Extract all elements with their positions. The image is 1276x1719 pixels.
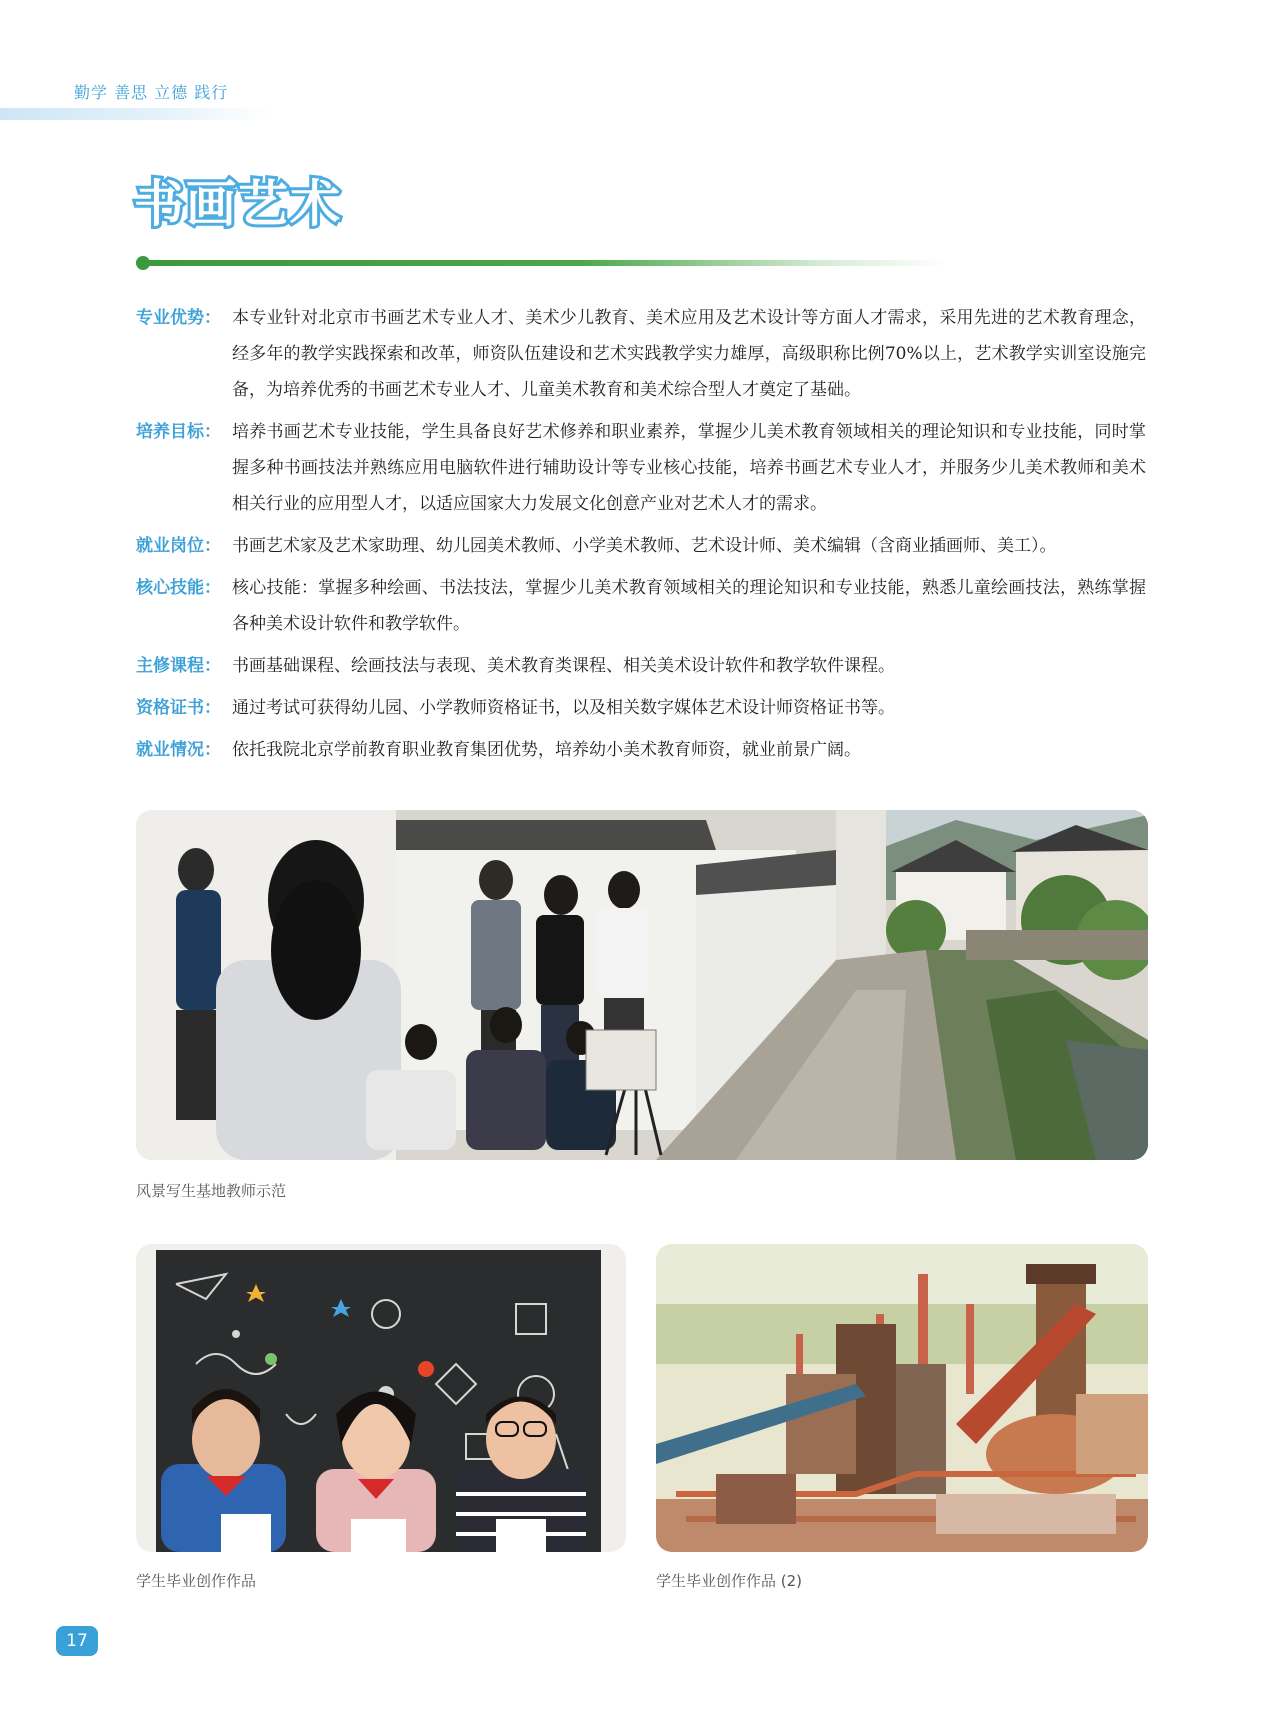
page-number-badge — [56, 1626, 98, 1656]
section-jobs — [136, 528, 1146, 564]
caption-sketching-base: 风景写生基地教师示范 — [136, 1182, 287, 1200]
photo-sketching-base — [136, 810, 1148, 1160]
section-advantage — [136, 300, 1146, 408]
section-text: 书画基础课程、绘画技法与表现、美术教育类课程、相关美术设计软件和教学软件课程。 — [232, 656, 895, 676]
section-text: 依托我院北京学前教育职业教育集团优势，培养幼小美术教育师资，就业前景广阔。 — [232, 740, 861, 760]
section-label: 主修课程： — [136, 656, 221, 676]
section-label: 就业情况： — [136, 740, 221, 760]
section-employment — [136, 732, 1146, 768]
section-label: 资格证书： — [136, 698, 221, 718]
section-text: 核心技能：掌握多种绘画、书法技法，掌握少儿美术教育领域相关的理论知识和专业技能，熟悉儿童绘画技法，熟练掌握各种美术设计软件和教学软件。 — [232, 578, 1146, 634]
title-divider — [136, 260, 946, 266]
section-label: 核心技能： — [136, 578, 221, 598]
header-motto: 勤学 善思 立德 践行 — [74, 83, 229, 102]
section-core-skills — [136, 570, 1146, 642]
page-title — [134, 164, 342, 236]
section-courses — [136, 648, 1146, 684]
photo-artwork-industrial — [656, 1244, 1148, 1552]
page-title-text: 书画艺术 — [134, 175, 342, 233]
section-text: 本专业针对北京市书画艺术专业人才、美术少儿教育、美术应用及艺术设计等方面人才需求，采用先进的艺术教育理念，经多年的教学实践探索和改革，师资队伍建设和艺术实践教学实力雄厚，高级职称比例70%以上，艺术教学实训室设施完备，为培养优秀的书画艺术专业人才、儿童美术教育和美术综合型人才奠定了基础。 — [232, 308, 1146, 400]
section-label: 培养目标： — [136, 422, 221, 442]
caption-artwork-right: 学生毕业创作作品 (2) — [656, 1572, 803, 1590]
caption-artwork-left: 学生毕业创作作品 — [136, 1572, 257, 1590]
photo-artwork-industrial-image — [656, 1244, 1148, 1552]
header-accent-bar — [0, 108, 270, 120]
photo-artwork-chalkboard-image — [136, 1244, 626, 1552]
section-certificates — [136, 690, 1146, 726]
title-divider-dot — [136, 256, 150, 270]
section-text: 培养书画艺术专业技能，学生具备良好艺术修养和职业素养，掌握少儿美术教育领域相关的理论知识和专业技能，同时掌握多种书画技法并熟练应用电脑软件进行辅助设计等专业核心技能，培养书画艺术专业人才，并服务少儿美术教师和美术相关行业的应用型人才，以适应国家大力发展文化创意产业对艺术人才的需求。 — [232, 422, 1146, 514]
page-number: 17 — [66, 1631, 88, 1651]
info-sections — [136, 300, 1146, 774]
photo-artwork-chalkboard — [136, 1244, 626, 1552]
section-label: 就业岗位： — [136, 536, 221, 556]
section-text: 书画艺术家及艺术家助理、幼儿园美术教师、小学美术教师、艺术设计师、美术编辑（含商业插画师、美工）。 — [232, 536, 1057, 556]
section-text: 通过考试可获得幼儿园、小学教师资格证书，以及相关数字媒体艺术设计师资格证书等。 — [232, 698, 895, 718]
section-goal — [136, 414, 1146, 522]
section-label: 专业优势： — [136, 308, 221, 328]
photo-sketching-base-image — [136, 810, 1148, 1160]
